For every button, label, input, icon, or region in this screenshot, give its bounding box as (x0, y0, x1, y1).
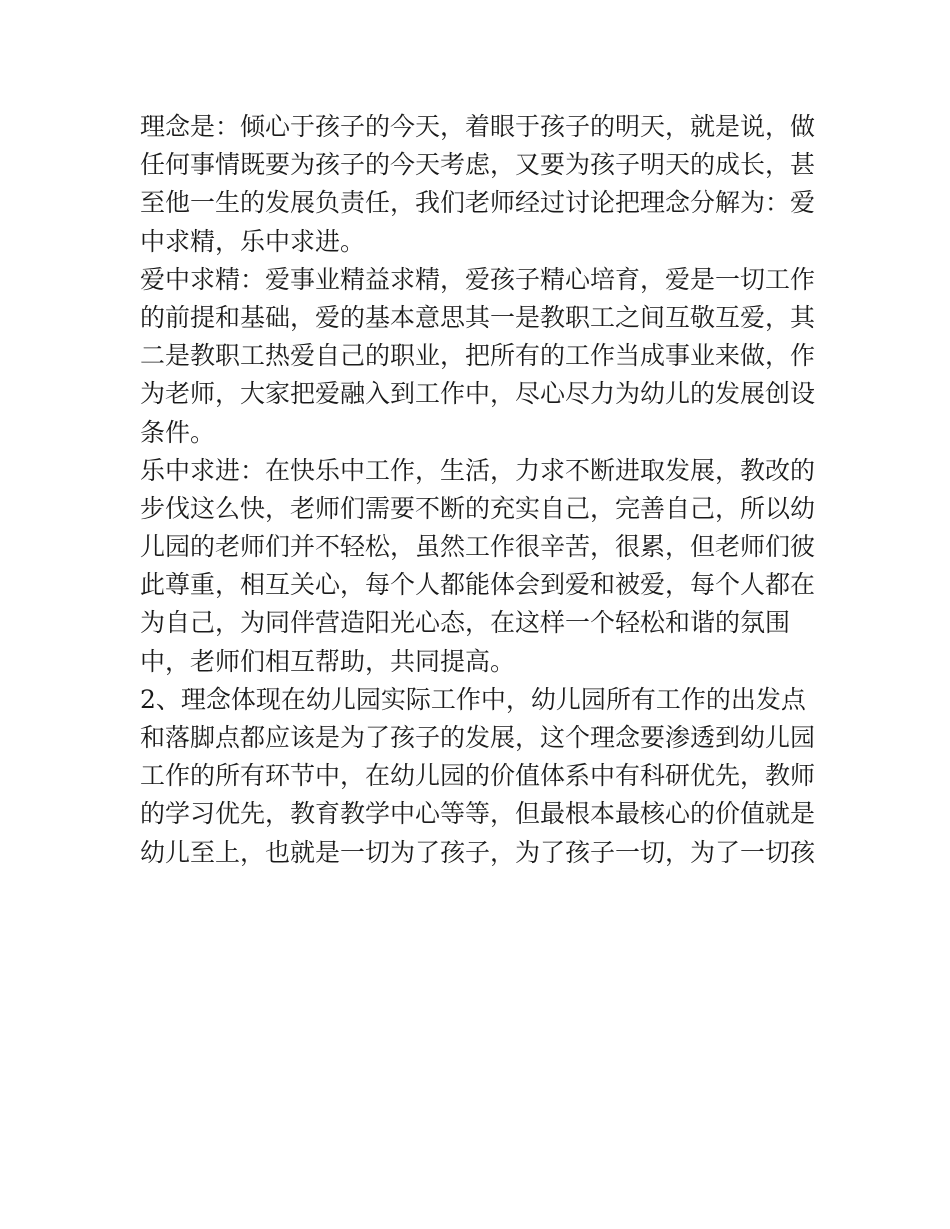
text-line: 理念是：倾心于孩子的今天，着眼于孩子的明天，就是说，做 (140, 112, 816, 141)
text-line: 至他一生的发展负责任，我们老师经过讨论把理念分解为：爱 (140, 188, 816, 218)
text-line: 二是教职工热爱自己的职业，把所有的工作当成事业来做，作 (140, 341, 816, 371)
text-line: 2、理念体现在幼儿园实际工作中，幼儿园所有工作的出发点 (140, 684, 806, 714)
text-line: 条件。 (140, 417, 216, 447)
text-line: 为老师，大家把爱融入到工作中，尽心尽力为幼儿的发展创设 (140, 379, 816, 409)
document-body (140, 108, 820, 872)
text-line: 此尊重，相互关心，每个人都能体会到爱和被爱，每个人都在 (140, 570, 816, 600)
text-line: 步伐这么快，老师们需要不断的充实自己，完善自己，所以幼 (140, 493, 816, 523)
text-line: 幼儿至上，也就是一切为了孩子，为了孩子一切，为了一切孩 (140, 837, 816, 867)
text-line: 中，老师们相互帮助，共同提高。 (140, 646, 516, 676)
text-line: 爱中求精：爱事业精益求精，爱孩子精心培育，爱是一切工作 (140, 264, 816, 294)
text-line: 工作的所有环节中，在幼儿园的价值体系中有科研优先，教师 (140, 761, 816, 791)
text-line: 任何事情既要为孩子的今天考虑，又要为孩子明天的成长，甚 (140, 150, 816, 180)
text-line: 中求精，乐中求进。 (140, 226, 366, 256)
text-line: 的学习优先，教育教学中心等等，但最根本最核心的价值就是 (140, 799, 816, 829)
text-line: 为自己，为同伴营造阳光心态，在这样一个轻松和谐的氛围 (140, 608, 791, 638)
text-line: 的前提和基础，爱的基本意思其一是教职工之间互敬互爱，其 (140, 302, 816, 332)
text-line: 和落脚点都应该是为了孩子的发展，这个理念要渗透到幼儿园 (140, 723, 816, 752)
text-line: 儿园的老师们并不轻松，虽然工作很辛苦，很累，但老师们彼 (140, 532, 816, 562)
text-line: 乐中求进：在快乐中工作，生活，力求不断进取发展，教改的 (140, 455, 816, 485)
